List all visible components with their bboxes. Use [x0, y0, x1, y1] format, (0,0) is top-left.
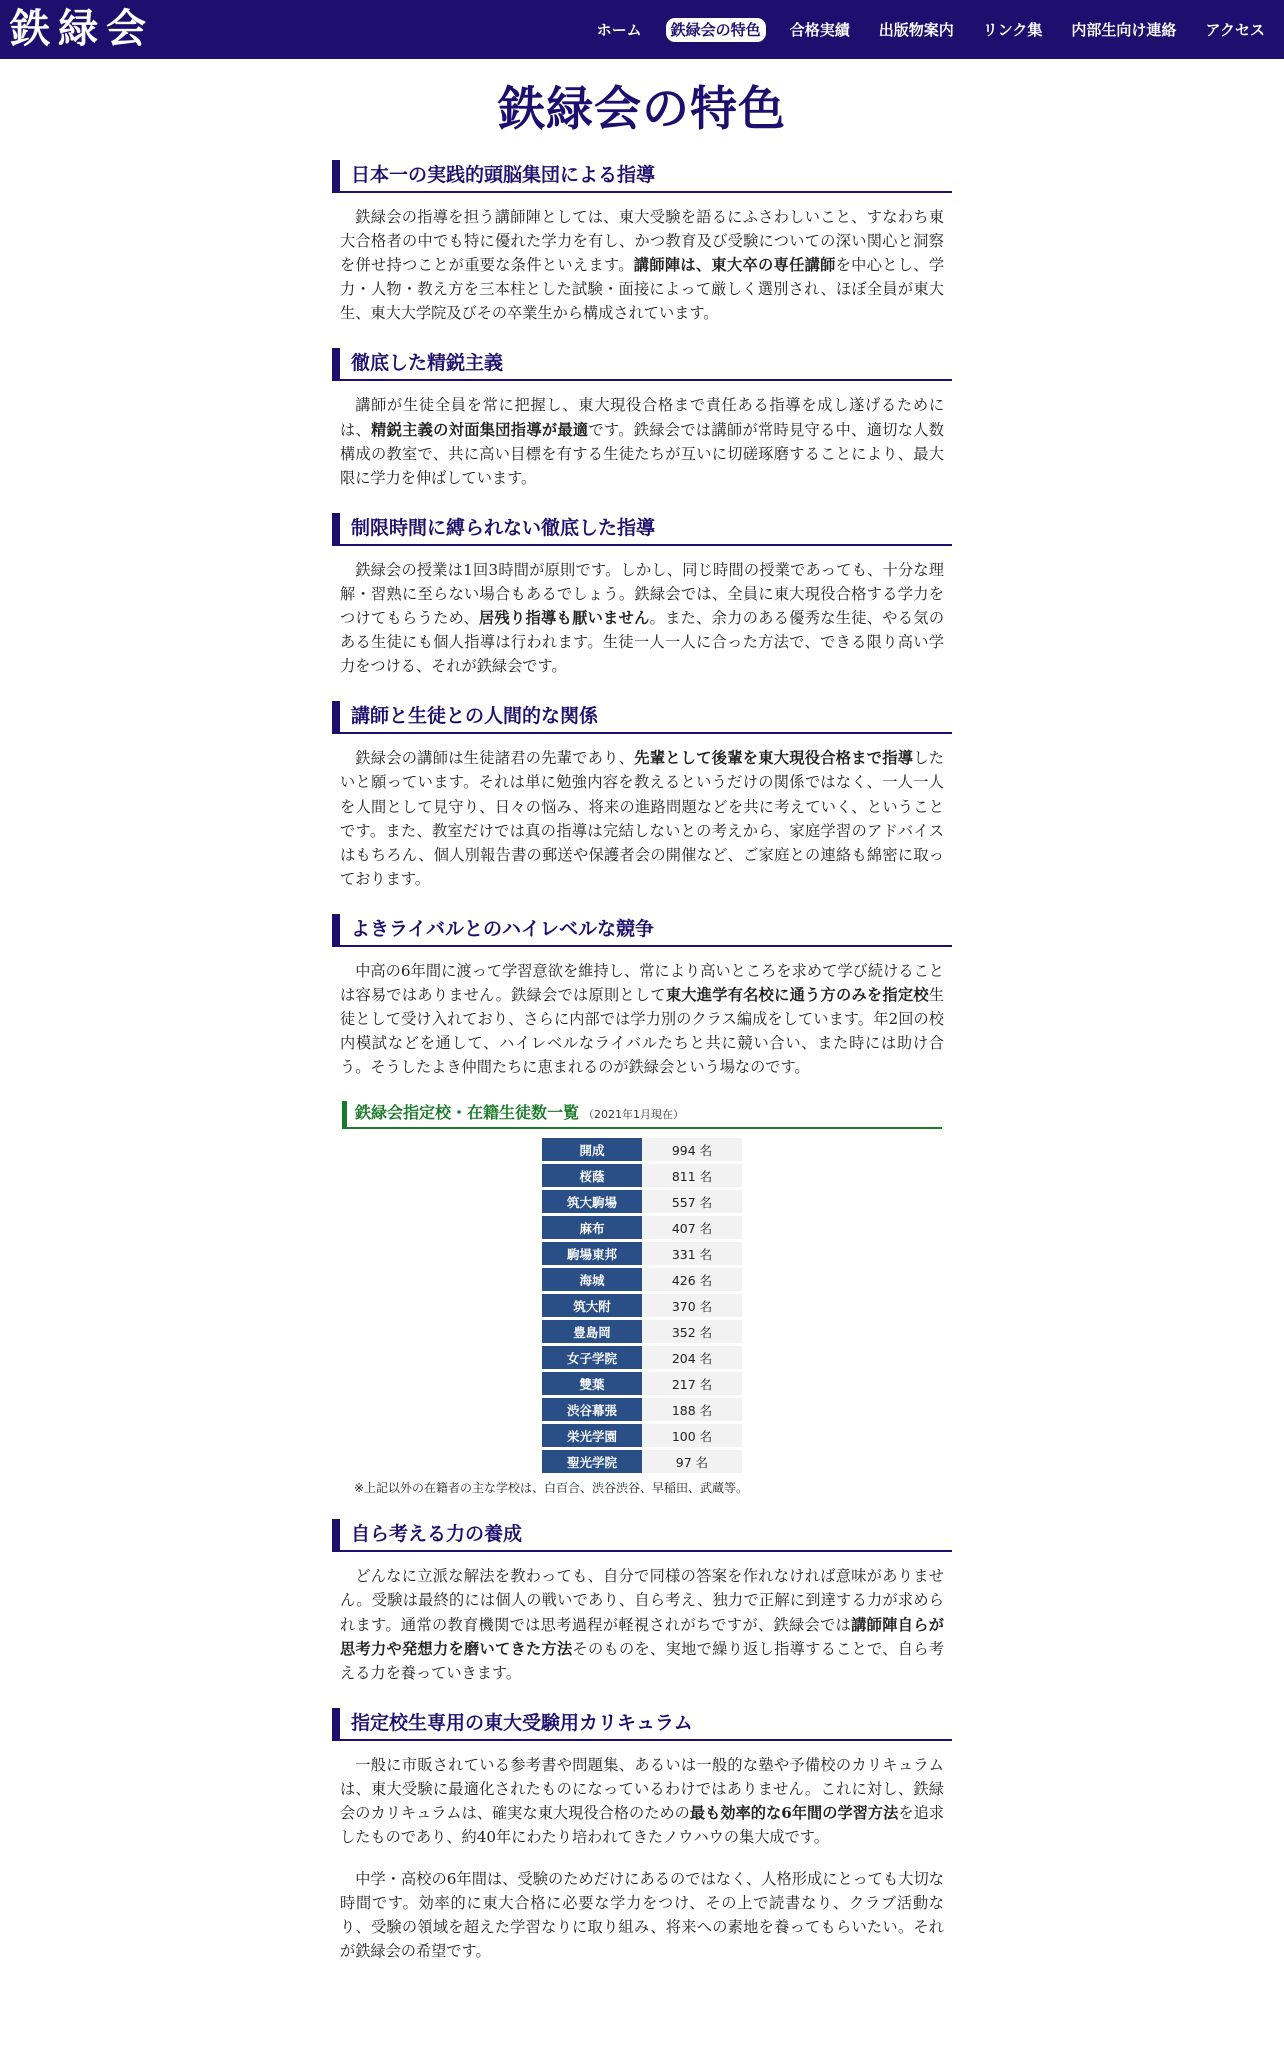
section-paragraph — [332, 1552, 952, 1684]
main-content — [332, 59, 952, 1987]
section-heading: 徹底した精鋭主義 — [332, 348, 952, 381]
student-count: 331 名 — [642, 1242, 742, 1265]
section-paragraph — [332, 1741, 952, 1849]
nav-links[interactable]: リンク集 — [982, 21, 1043, 39]
school-table — [542, 1135, 742, 1476]
paragraph-text: したいと願っています。それは単に勉強内容を教えるというだけの関係ではなく、一人一人を人間として見守り、日々の悩み、将来の進路問題などを共に考えていく、ということです。また、教室だけでは真の指導は完結しないとの考えから、家庭学習のアドバイスはもちろん、個人別報告書の郵送や保護者会の開催など、ご家庭との連絡も綿密に取っております。 — [340, 749, 945, 888]
school-name: 筑大駒場 — [542, 1190, 642, 1213]
nav-publications[interactable]: 出版物案内 — [878, 21, 954, 39]
table-row — [542, 1294, 742, 1317]
section-heading: 自ら考える力の養成 — [332, 1519, 952, 1552]
emphasis-text: 講師陣自らが思考力や発想力を磨いてきた方法 — [340, 1615, 944, 1658]
section — [332, 348, 952, 489]
paragraph-text: 中学・高校の6年間は、受験のためだけにあるのではなく、人格形成にとっても大切な時間です。効率的に東大合格に必要な学力をつけ、その上で読書なり、クラブ活動なり、受験の領域を超えた学習なりに取り組み、将来への素地を養ってもらいたい。それが鉄緑会の希望です。 — [340, 1870, 944, 1961]
section-heading: よきライバルとのハイレベルな競争 — [332, 914, 952, 947]
school-name: 女子学院 — [542, 1346, 642, 1369]
section — [332, 701, 952, 891]
section — [332, 1708, 952, 1964]
paragraph-text: 鉄緑会の指導を担う講師陣としては、東大受験を語るにふさわしいこと、すなわち東大合格者の中でも特に優れた学力を有し、かつ教育及び受験についての深い関心と洞察を併せ持つことが重要な条件といえます。 — [340, 208, 944, 275]
paragraph-text: 講師が生徒全員を常に把握し、東大現役合格まで責任ある指導を成し遂げるためには、 — [340, 396, 944, 439]
school-name: 海城 — [542, 1268, 642, 1291]
emphasis-text: 精鋭主義の対面集団指導が最適 — [371, 420, 589, 439]
nav-internal-contact[interactable]: 内部生向け連絡 — [1071, 21, 1177, 39]
school-name: 駒場東邦 — [542, 1242, 642, 1265]
table-row — [542, 1216, 742, 1239]
section — [332, 513, 952, 678]
site-header — [0, 0, 1284, 59]
school-name: 麻布 — [542, 1216, 642, 1239]
school-name: 雙葉 — [542, 1372, 642, 1395]
emphasis-text: 居残り指導も厭いません — [479, 609, 650, 628]
section-paragraph — [332, 947, 952, 1079]
school-name: 渋谷幕張 — [542, 1398, 642, 1421]
section-heading: 講師と生徒との人間的な関係 — [332, 701, 952, 734]
nav-access[interactable]: アクセス — [1205, 21, 1265, 39]
paragraph-text: そのものを、実地で繰り返し指導することで、自ら考える力を養っていきます。 — [340, 1639, 944, 1682]
table-row — [542, 1372, 742, 1395]
student-count: 557 名 — [642, 1190, 742, 1213]
student-count: 97 名 — [642, 1450, 742, 1473]
site-logo[interactable]: 鉄緑会 — [10, 6, 154, 52]
section — [332, 1519, 952, 1684]
school-table-title — [342, 1101, 942, 1129]
emphasis-text: 東大進学有名校に通う方のみを指定校 — [665, 985, 929, 1004]
section-paragraph — [332, 546, 952, 678]
paragraph-text: を中心とし、学力・人物・教え方を三本柱とした試験・面接によって厳しく選別され、ほぼ全員が東大生、東大大学院及びその卒業生から構成されています。 — [340, 256, 945, 323]
emphasis-text: 最も効率的な6年間の学習方法 — [689, 1804, 899, 1822]
paragraph-text: 鉄緑会の講師は生徒諸君の先輩であり、 — [355, 749, 635, 768]
table-row — [542, 1190, 742, 1213]
table-row — [542, 1164, 742, 1187]
school-table-as-of: （2021年1月現在） — [583, 1108, 685, 1122]
paragraph-text: 。また、余力のある優秀な生徒、やる気のある生徒にも個人指導は行われます。生徒一人一人に合った方法で、できる限り高い学力をつける、それが鉄緑会です。 — [340, 609, 945, 676]
section-heading: 日本一の実践的頭脳集団による指導 — [332, 160, 952, 193]
section — [332, 914, 952, 1496]
nav-results[interactable]: 合格実績 — [789, 21, 850, 39]
section-heading: 指定校生専用の東大受験用カリキュラム — [332, 1708, 952, 1741]
school-name: 聖光学院 — [542, 1450, 642, 1473]
table-row — [542, 1398, 742, 1421]
school-name: 栄光学園 — [542, 1424, 642, 1447]
school-table-title-text: 鉄緑会指定校・在籍生徒数一覧 — [355, 1103, 580, 1123]
school-name: 桜蔭 — [542, 1164, 642, 1187]
nav-features[interactable]: 鉄緑会の特色 — [666, 18, 766, 42]
table-row — [542, 1268, 742, 1291]
table-row — [542, 1450, 742, 1473]
student-count: 407 名 — [642, 1216, 742, 1239]
table-row — [542, 1424, 742, 1447]
school-table-block — [332, 1101, 952, 1496]
school-table-note: ※上記以外の在籍者の主な学校は、白百合、渋谷渋谷、早稲田、武蔵等。 — [354, 1481, 749, 1496]
student-count: 426 名 — [642, 1268, 742, 1291]
section-heading: 制限時間に縛られない徹底した指導 — [332, 513, 952, 546]
page-title: 鉄緑会の特色 — [498, 82, 786, 137]
student-count: 204 名 — [642, 1346, 742, 1369]
section-paragraph — [332, 193, 952, 325]
nav-home[interactable]: ホーム — [596, 21, 642, 39]
student-count: 811 名 — [642, 1164, 742, 1187]
table-row — [542, 1138, 742, 1161]
paragraph-text: 鉄緑会の授業は1回3時間が原則です。しかし、同じ時間の授業であっても、十分な理解・習熟に至らない場合もあるでしょう。鉄緑会では、全員に東大現役合格する学力をつけてもらうため、 — [340, 560, 944, 628]
school-name: 開成 — [542, 1138, 642, 1161]
paragraph-text: を追求したものであり、約40年にわたり培われてきたノウハウの集大成です。 — [340, 1804, 945, 1847]
table-row — [542, 1320, 742, 1343]
section-paragraph — [332, 381, 952, 489]
student-count: 100 名 — [642, 1424, 742, 1447]
main-nav — [573, 18, 1270, 42]
paragraph-text: 生徒として受け入れており、さらに内部では学力別のクラス編成をしています。年2回の校内模試などを通して、ハイレベルなライバルたちと共に競い合い、また時には助け合う。そうしたよき仲間たちに恵まれるのが鉄緑会という場なのです。 — [340, 985, 945, 1077]
student-count: 370 名 — [642, 1294, 742, 1317]
paragraph-text: どんなに立派な解法を教わっても、自分で同様の答案を作れなければ意味がありません。受験は最終的には個人の戦いであり、自ら考え、独力で正解に到達する力が求められます。通常の教育機関では思考過程が軽視されがちですが、鉄緑会では — [340, 1567, 944, 1634]
section-paragraph — [332, 1849, 952, 1963]
student-count: 188 名 — [642, 1398, 742, 1421]
student-count: 217 名 — [642, 1372, 742, 1395]
paragraph-text: 一般に市販されている参考書や問題集、あるいは一般的な塾や予備校のカリキュラムは、東大受験に最適化されたものになっているわけではありません。これに対し、鉄緑会のカリキュラムは、確実な東大現役合格のための — [340, 1755, 944, 1822]
school-name: 豊島岡 — [542, 1320, 642, 1343]
paragraph-text: です。鉄緑会では講師が常時見守る中、適切な人数構成の教室で、共に高い目標を有する生徒たちが互いに切磋琢磨することにより、最大限に学力を伸ばしています。 — [340, 420, 944, 487]
student-count: 352 名 — [642, 1320, 742, 1343]
school-name: 筑大附 — [542, 1294, 642, 1317]
table-row — [542, 1346, 742, 1369]
emphasis-text: 先輩として後輩を東大現役合格まで指導 — [634, 749, 914, 768]
section-paragraph — [332, 734, 952, 891]
paragraph-text: 中高の6年間に渡って学習意欲を維持し、常により高いところを求めて学び続けることは容易ではありません。鉄緑会では原則として — [340, 961, 944, 1004]
student-count: 994 名 — [642, 1138, 742, 1161]
table-row — [542, 1242, 742, 1265]
section — [332, 160, 952, 325]
emphasis-text: 講師陣は、東大卒の専任講師 — [633, 256, 836, 275]
